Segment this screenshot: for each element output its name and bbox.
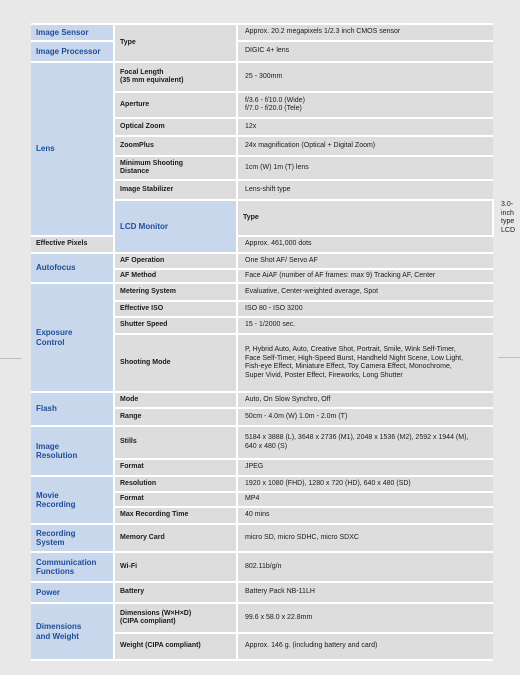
spec-attribute: Wi-Fi — [114, 552, 237, 582]
spec-attribute: Effective ISO — [114, 301, 237, 317]
spec-category: Image Sensor — [31, 24, 114, 41]
spec-attribute: Image Stabilizer — [114, 180, 237, 200]
spec-value: Approx. 461,000 dots — [237, 236, 493, 253]
spec-attribute: Memory Card — [114, 524, 237, 552]
spec-attribute: Aperture — [114, 92, 237, 118]
spec-value: Evaluative, Center-weighted average, Spot — [237, 283, 493, 301]
spec-category: Communication Functions — [31, 552, 114, 582]
spec-value: Battery Pack NB-11LH — [237, 582, 493, 603]
spec-row — [31, 283, 493, 301]
spec-category: Lens — [31, 62, 114, 236]
spec-value: JPEG — [237, 459, 493, 476]
spec-category: Dimensions and Weight — [31, 603, 114, 660]
spec-row — [31, 426, 493, 459]
spec-value: 25 - 300mm — [237, 62, 493, 92]
spec-attribute: Stills — [114, 426, 237, 459]
spec-value: 40 mins — [237, 507, 493, 524]
spec-attribute: Weight (CIPA compliant) — [114, 633, 237, 660]
spec-category: Exposure Control — [31, 283, 114, 392]
spec-attribute: Type — [114, 24, 237, 62]
spec-value: ISO 80 - ISO 3200 — [237, 301, 493, 317]
spec-value: Auto, On Slow Synchro, Off — [237, 392, 493, 408]
spec-attribute: Battery — [114, 582, 237, 603]
spec-row — [31, 253, 493, 269]
spec-category: Autofocus — [31, 253, 114, 283]
spec-attribute: Effective Pixels — [31, 236, 114, 253]
right-edge-mark — [498, 357, 520, 358]
left-edge-mark — [0, 358, 22, 359]
spec-row — [31, 524, 493, 552]
spec-attribute: AF Operation — [114, 253, 237, 269]
spec-value: Approx. 146 g. (including battery and card) — [237, 633, 493, 660]
spec-attribute: Type — [237, 200, 493, 236]
spec-value: 12x — [237, 118, 493, 136]
spec-value: 1cm (W) 1m (T) lens — [237, 156, 493, 180]
spec-value: micro SD, micro SDHC, micro SDXC — [237, 524, 493, 552]
spec-value: Lens-shift type — [237, 180, 493, 200]
spec-value: f/3.6 - f/10.0 (Wide) f/7.0 - f/20.0 (Tele) — [237, 92, 493, 118]
spec-attribute: Shutter Speed — [114, 317, 237, 334]
spec-category: Recording System — [31, 524, 114, 552]
spec-value: 1920 x 1080 (FHD), 1280 x 720 (HD), 640 x 480 (SD) — [237, 476, 493, 492]
spec-category: Movie Recording — [31, 476, 114, 524]
spec-value: One Shot AF/ Servo AF — [237, 253, 493, 269]
spec-row — [31, 582, 493, 603]
spec-attribute: Metering System — [114, 283, 237, 301]
spec-attribute: Range — [114, 408, 237, 426]
spec-row: LCD Monitor Type 3.0-inch type LCD — [31, 200, 493, 236]
spec-row — [31, 392, 493, 408]
spec-category: Power — [31, 582, 114, 603]
spec-category: Flash — [31, 392, 114, 426]
spec-value: 802.11b/g/n — [237, 552, 493, 582]
spec-table-body — [31, 24, 516, 660]
spec-value: P, Hybrid Auto, Auto, Creative Shot, Portrait, Smile, Wink Self-Timer, Face Self-Timer, High-Speed Burst, Handheld Night Scene, Low Light, Fish-eye Effect, Miniature Effect, Toy Camera Effect, Monochrome, Super Vivid, Poster Effect, Fireworks, Long Shutter — [237, 334, 493, 392]
spec-value: Approx. 20.2 megapixels 1/2.3 inch CMOS sensor — [237, 24, 493, 41]
spec-attribute: Max Recording Time — [114, 507, 237, 524]
spec-value: 99.6 x 58.0 x 22.8mm — [237, 603, 493, 633]
spec-row — [31, 236, 493, 253]
spec-attribute: Minimum Shooting Distance — [114, 156, 237, 180]
spec-attribute: Shooting Mode — [114, 334, 237, 392]
camera-spec-table — [31, 23, 516, 661]
spec-category: Image Processor — [31, 41, 114, 62]
spec-value: 15 - 1/2000 sec. — [237, 317, 493, 334]
spec-attribute: Format — [114, 459, 237, 476]
spec-category: Image Resolution — [31, 426, 114, 476]
spec-value: MP4 — [237, 492, 493, 507]
spec-row — [31, 552, 493, 582]
spec-row — [31, 603, 493, 633]
spec-value: 24x magnification (Optical + Digital Zoom) — [237, 136, 493, 156]
spec-attribute: Dimensions (W×H×D) (CIPA compliant) — [114, 603, 237, 633]
spec-row — [31, 476, 493, 492]
spec-attribute: Optical Zoom — [114, 118, 237, 136]
spec-attribute: ZoomPlus — [114, 136, 237, 156]
spec-value: Face AiAF (number of AF frames: max 9) Tracking AF, Center — [237, 269, 493, 283]
spec-attribute: Format — [114, 492, 237, 507]
spec-value: 50cm - 4.0m (W) 1.0m - 2.0m (T) — [237, 408, 493, 426]
spec-attribute: AF Method — [114, 269, 237, 283]
spec-row — [31, 62, 493, 92]
spec-attribute: Focal Length (35 mm equivalent) — [114, 62, 237, 92]
spec-row — [31, 24, 493, 41]
spec-value: DIGIC 4+ lens — [237, 41, 493, 62]
spec-attribute: Resolution — [114, 476, 237, 492]
spec-row — [31, 41, 493, 62]
spec-attribute: Mode — [114, 392, 237, 408]
spec-value: 5184 x 3888 (L), 3648 x 2736 (M1), 2048 x 1536 (M2), 2592 x 1944 (M), 640 x 480 (S) — [237, 426, 493, 459]
spec-category: LCD Monitor — [114, 200, 237, 253]
